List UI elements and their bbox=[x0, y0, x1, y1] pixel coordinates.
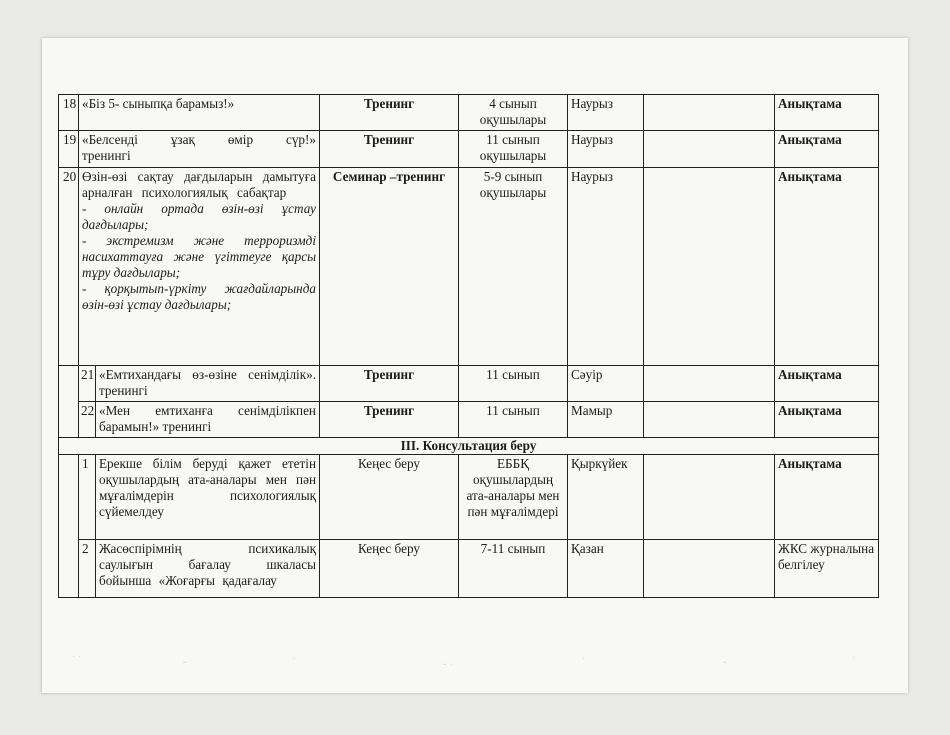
plan-table-wrapper bbox=[58, 94, 879, 598]
row-number: 1 bbox=[79, 455, 96, 540]
table-row bbox=[59, 540, 879, 598]
event-note bbox=[644, 366, 775, 402]
row-spacer bbox=[59, 402, 79, 438]
row-spacer bbox=[59, 540, 79, 598]
event-note bbox=[644, 168, 775, 366]
row-number: 22 bbox=[79, 402, 96, 438]
event-audience: 4 сынып оқушылары bbox=[459, 95, 568, 131]
event-note bbox=[644, 402, 775, 438]
section-header-row bbox=[59, 438, 879, 455]
row-spacer bbox=[59, 455, 79, 540]
event-title: «Мен емтиханға сенімділікпен барамын!» тренингі bbox=[96, 402, 320, 438]
consult-result: ЖКС журналына белгілеу bbox=[775, 540, 879, 598]
event-title: «Белсенді ұзақ өмір сүр!» тренингі bbox=[79, 131, 320, 168]
consult-audience: ЕББҚ оқушылардың ата-аналары мен пән мұғалімдері bbox=[459, 455, 568, 540]
row-number: 2 bbox=[79, 540, 96, 598]
event-audience: 11 сынып bbox=[459, 402, 568, 438]
row-number: 19 bbox=[59, 131, 79, 168]
table-row bbox=[59, 131, 879, 168]
row-spacer bbox=[59, 366, 79, 402]
event-audience: 5-9 сынып оқушылары bbox=[459, 168, 568, 366]
event-month: Мамыр bbox=[568, 402, 644, 438]
event-title: Өзін-өзі сақтау дағдыларын дамытуға арналған психологиялық сабақтар bbox=[82, 169, 316, 200]
event-type: Тренинг bbox=[320, 95, 459, 131]
event-month: Наурыз bbox=[568, 131, 644, 168]
row-number: 18 bbox=[59, 95, 79, 131]
bleed-through-marks: · · ⁃ · ⁃ · · ⁃ · bbox=[72, 652, 856, 671]
event-type: Тренинг bbox=[320, 366, 459, 402]
event-month: Наурыз bbox=[568, 95, 644, 131]
event-month: Наурыз bbox=[568, 168, 644, 366]
consult-title: Ерекше білім беруді қажет ететін оқушылардың ата-аналары мен пән мұғалімдерін психологиялық сүйемелдеу bbox=[96, 455, 320, 540]
work-plan-table bbox=[58, 94, 879, 598]
event-result: Анықтама bbox=[775, 168, 879, 366]
event-result: Анықтама bbox=[775, 366, 879, 402]
consult-type: Кеңес беру bbox=[320, 455, 459, 540]
event-audience: 11 сынып оқушылары bbox=[459, 131, 568, 168]
event-audience: 11 сынып bbox=[459, 366, 568, 402]
section-title: ІІІ. Консультация беру bbox=[59, 438, 879, 455]
event-month: Сәуір bbox=[568, 366, 644, 402]
table-row bbox=[59, 95, 879, 131]
bullet-item: - экстремизм және терроризмді насихаттауға және үгіттеуге қарсы тұру дағдылары; bbox=[82, 233, 316, 280]
table-row bbox=[59, 168, 879, 366]
consult-note bbox=[644, 540, 775, 598]
event-note bbox=[644, 131, 775, 168]
row-number: 21 bbox=[79, 366, 96, 402]
consult-result: Анықтама bbox=[775, 455, 879, 540]
event-title-block bbox=[79, 168, 320, 366]
consult-note bbox=[644, 455, 775, 540]
consult-type: Кеңес беру bbox=[320, 540, 459, 598]
consult-title: Жасөспірімнің психикалық саулығын бағалау шкаласы бойынша «Жоғарғы қадағалау bbox=[96, 540, 320, 598]
event-title: «Біз 5- сыныпқа барамыз!» bbox=[79, 95, 320, 131]
table-row bbox=[59, 455, 879, 540]
event-title: «Емтихандағы өз-өзіне сенімділік». тренингі bbox=[96, 366, 320, 402]
table-row bbox=[59, 366, 879, 402]
row-number: 20 bbox=[59, 168, 79, 366]
consult-month: Қазан bbox=[568, 540, 644, 598]
event-type: Тренинг bbox=[320, 402, 459, 438]
scanned-page bbox=[42, 38, 908, 693]
event-result: Анықтама bbox=[775, 131, 879, 168]
consult-month: Қыркүйек bbox=[568, 455, 644, 540]
event-result: Анықтама bbox=[775, 95, 879, 131]
consult-audience: 7-11 сынып bbox=[459, 540, 568, 598]
event-result: Анықтама bbox=[775, 402, 879, 438]
event-type: Тренинг bbox=[320, 131, 459, 168]
bullet-item: - онлайн ортада өзін-өзі ұстау дағдылары; bbox=[82, 201, 316, 232]
event-note bbox=[644, 95, 775, 131]
bullet-item: - қорқытып-үркіту жағдайларында өзін-өзі ұстау дағдылары; bbox=[82, 281, 316, 312]
table-row bbox=[59, 402, 879, 438]
event-type: Семинар –тренинг bbox=[320, 168, 459, 366]
